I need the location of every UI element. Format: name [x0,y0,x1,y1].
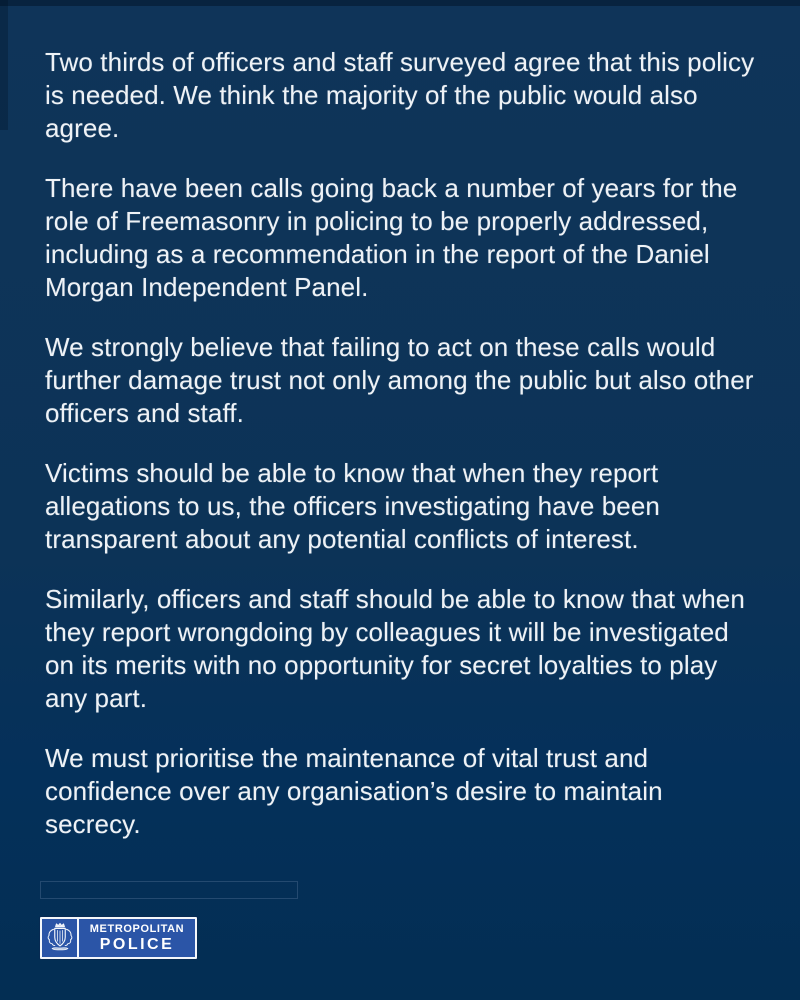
met-police-logo-text [79,919,195,957]
statement-paragraph: There have been calls going back a number of years for the role of Freemasonry in policing to be properly addressed, including as a recommendation in the report of the Daniel Morgan Independent Panel. [45,173,738,302]
met-police-crest-icon [42,919,79,957]
empty-placeholder-box [40,881,298,899]
statement-paragraph: Victims should be able to know that when they report allegations to us, the officers investigating have been transparent about any potential conflicts of interest. [45,458,660,554]
met-police-logo [40,917,197,959]
statement-paragraph: We must prioritise the maintenance of vital trust and confidence over any organisation’s desire to maintain secrecy. [45,743,663,839]
top-edge-artifact [0,0,800,6]
logo-metropolitan-label: METROPOLITAN [89,922,185,935]
statement-text-block [45,46,757,868]
logo-police-label: POLICE [99,935,175,953]
left-edge-artifact [0,0,8,130]
statement-paragraph: Two thirds of officers and staff surveyed agree that this policy is needed. We think the majority of the public would also agree. [45,47,755,143]
statement-paragraph: We strongly believe that failing to act on these calls would further damage trust not only among the public but also other officers and staff. [45,332,754,428]
statement-paragraph: Similarly, officers and staff should be able to know that when they report wrongdoing by colleagues it will be investigated on its merits with no opportunity for secret loyalties to play any part. [45,584,745,713]
